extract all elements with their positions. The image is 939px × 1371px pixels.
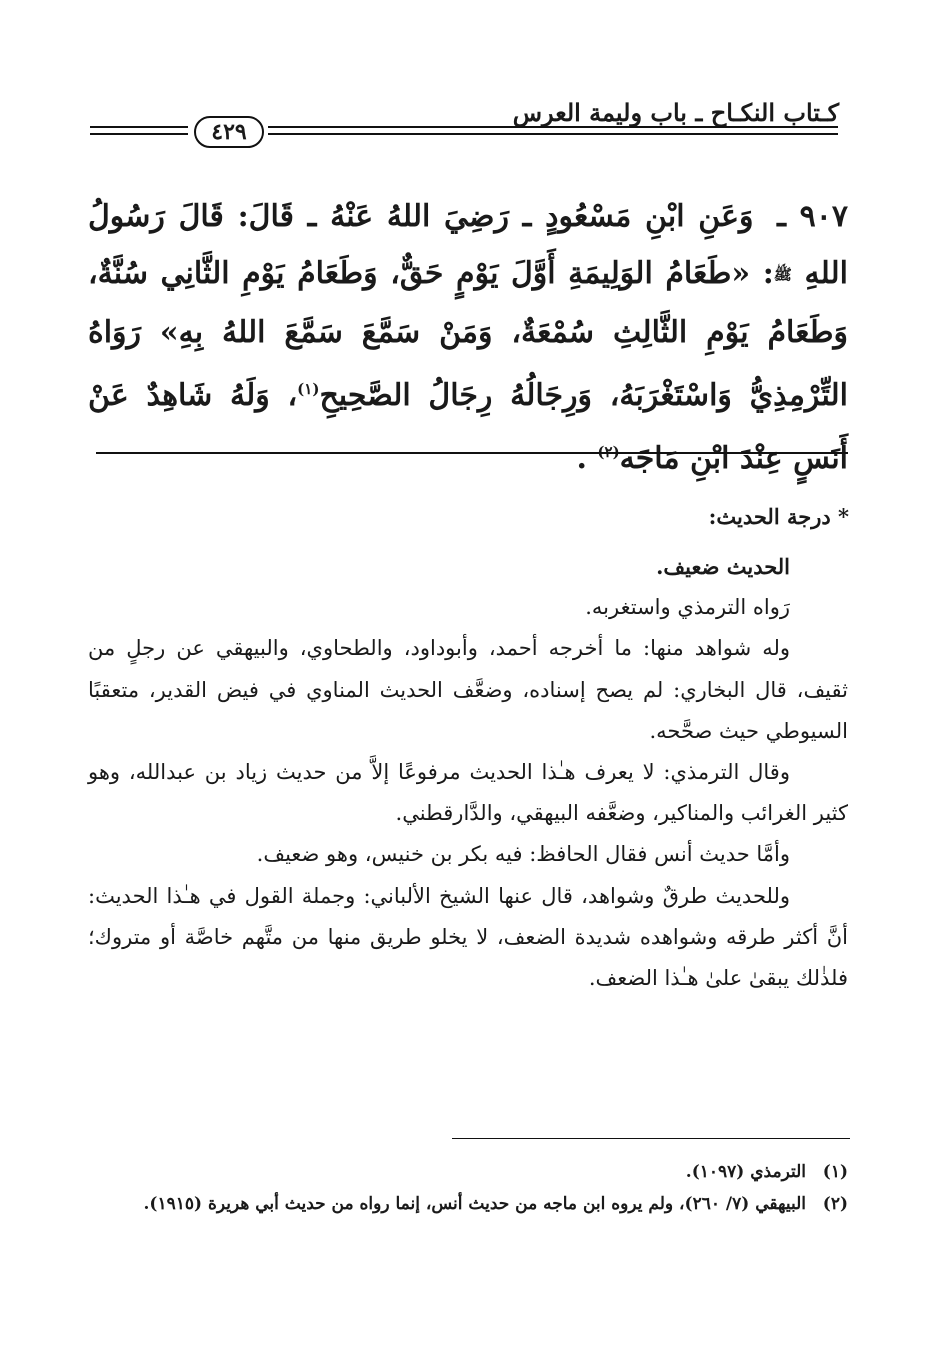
- header-rule-right: [268, 126, 838, 135]
- hadith-shahid: ، وَلَهُ شَاهِدٌ عَنْ أَنَسٍ عِنْدَ ابْنِ مَاجَه: [88, 377, 848, 476]
- hadith-matn: : «طَعَامُ الوَلِيمَةِ أَوَّلَ يَوْمٍ حَقٌّ، وَطَعَامُ يَوْمِ الثَّانِي سُنَّةٌ، وَطَعَامُ يَوْمِ الثَّالِثِ سُمْعَةٌ، وَمَنْ سَمَّعَ سَمَّعَ اللهُ بِهِ» رَوَاهُ التِّرْمِذِيُّ وَاسْتَغْرَبَهُ، وَرِجَالُهُ رِجَالُ الصَّحِيحِ: [88, 256, 848, 413]
- running-header-title: كـتاب النكـاح ـ باب وليمة العرس: [512, 98, 839, 127]
- commentary-paragraph: وللحديث طرقٌ وشواهد، قال عنها الشيخ الألباني: وجملة القول في هـٰذا الحديث: أنَّ أكثر طرقه وشواهده شديدة الضعف، لا يخلو طريق منها من متَّهم خاصَّة أو متروك؛ فلذٰلك يبقىٰ علىٰ هـٰذا الضعف.: [88, 883, 848, 991]
- commentary-paragraph: وله شواهد منها: ما أخرجه أحمد، وأبوداود، والطحاوي، والبيهقي عن رجلٍ من ثقيف، قال البخاري: لم يصح إسناده، وضعَّف الحديث المناوي في فيض القدير، متعقبًا السيوطي حيث صحَّحه.: [88, 636, 848, 743]
- header-rule-left: [90, 126, 188, 135]
- hadith-end-mark: .: [576, 440, 587, 476]
- footnote-item: [88, 1188, 848, 1220]
- section-divider: [96, 452, 848, 454]
- commentary-paragraph: وقال الترمذي: لا يعرف هـٰذا الحديث مرفوعًا إلاَّ من حديث زياد بن عبدالله، وهو كثير الغرائب والمناكير، وضعَّفه البيهقي، والدَّارقطني.: [88, 760, 848, 826]
- footnote-text: البيهقي (٧/ ٢٦٠)، ولم يروه ابن ماجه من حديث أنس، إنما رواه من حديث أبي هريرة (١٩١٥).: [143, 1194, 806, 1214]
- hadith-number: ٩٠٧ ـ: [777, 199, 848, 234]
- footnote-marker-2[interactable]: (٢): [597, 442, 620, 461]
- hadith-text-block: [88, 188, 848, 487]
- footnote-number: (١): [822, 1162, 848, 1182]
- hadith-intro: وَعَنِ ابْنِ مَسْعُودٍ ـ رَضِيَ اللهُ عَنْهُ ـ قَالَ: قَالَ رَسُولُ اللهِ: [88, 199, 848, 291]
- footnote-separator: [452, 1138, 850, 1139]
- section-heading: * درجة الحديث:: [708, 504, 849, 529]
- commentary-body: [88, 546, 848, 999]
- commentary-paragraph: وأمَّا حديث أنس فقال الحافظ: فيه بكر بن خنيس، وهو ضعيف.: [256, 842, 790, 867]
- footnote-number: (٢): [822, 1194, 848, 1214]
- footnotes: [88, 1156, 848, 1220]
- footnote-marker-1[interactable]: (١): [297, 379, 320, 398]
- footnote-item: [88, 1156, 848, 1188]
- salutation-glyph: ﷺ: [773, 265, 792, 284]
- commentary-paragraph: رَواه الترمذي واستغربه.: [585, 595, 790, 620]
- page-number-badge: ٤٢٩: [194, 116, 264, 148]
- commentary-paragraph: الحديث ضعيف.: [656, 554, 790, 579]
- footnote-text: الترمذي (١٠٩٧).: [685, 1162, 806, 1182]
